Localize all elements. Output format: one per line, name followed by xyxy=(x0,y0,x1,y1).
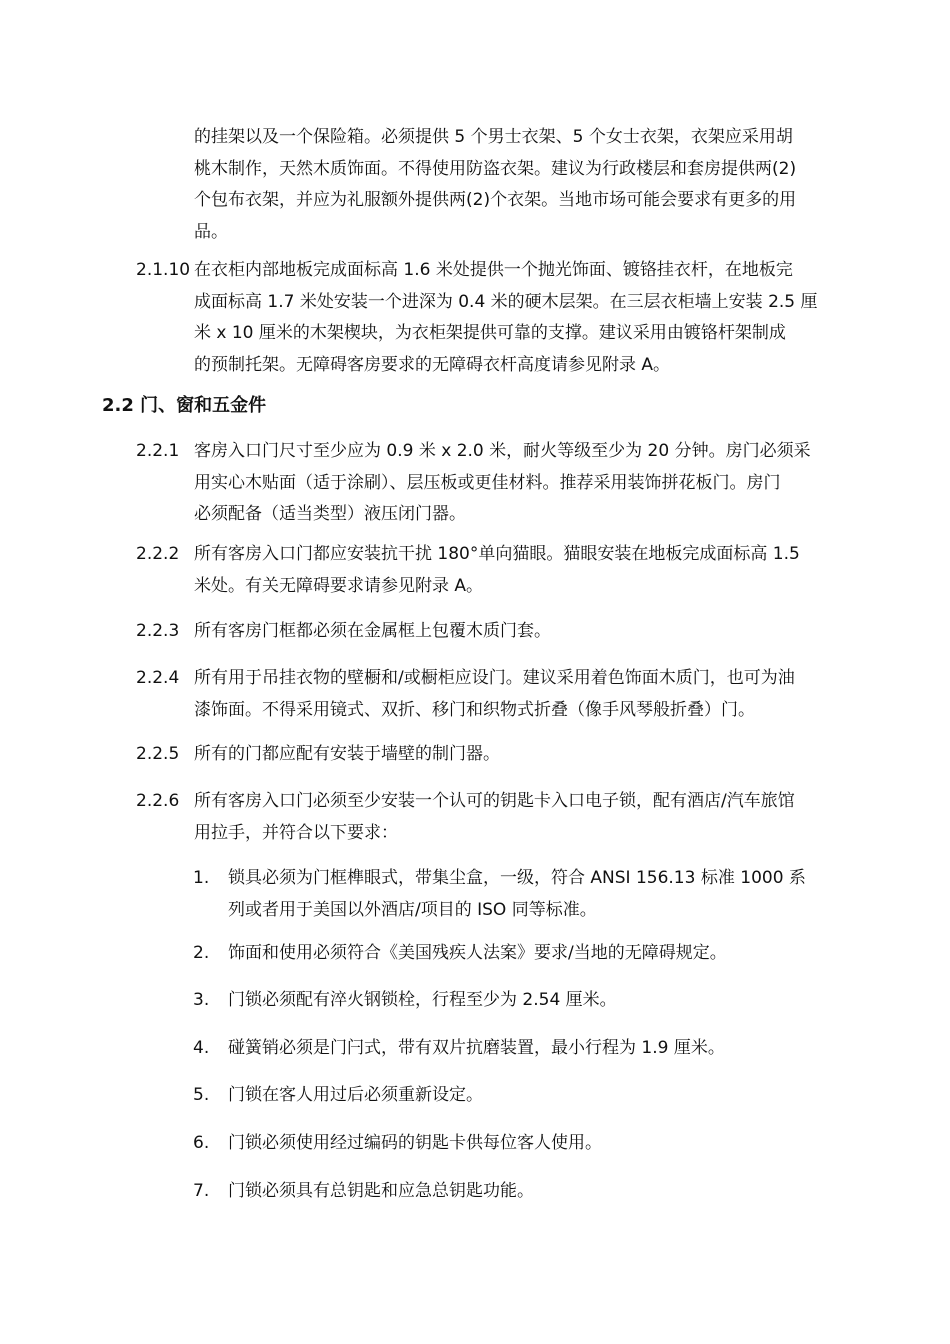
paragraph-line: 门锁必须配有淬火钢锁栓，行程至少为 2.54 厘米。 xyxy=(228,990,617,1010)
item-number-2-1-10: 2.1.10 xyxy=(136,260,191,280)
paragraph-line: 锁具必须为门框榫眼式，带集尘盒，一级，符合 ANSI 156.13 标准 1000 系 xyxy=(228,868,806,888)
sublist-item-text xyxy=(228,1128,602,1160)
paragraph-line: 所有用于吊挂衣物的壁橱和/或橱柜应设门。建议采用着色饰面木质门，也可为油 xyxy=(194,668,795,688)
item-2-2-6-text xyxy=(194,786,795,849)
paragraph-line: 饰面和使用必须符合《美国残疾人法案》要求/当地的无障碍规定。 xyxy=(228,943,727,963)
item-2-2-1-text xyxy=(194,436,811,531)
sublist-item-text xyxy=(228,985,617,1017)
paragraph-line: 米处。有关无障碍要求请参见附录 A。 xyxy=(194,575,484,596)
item-2-2-2-text xyxy=(194,539,800,602)
paragraph-line: 列或者用于美国以外酒店/项目的 ISO 同等标准。 xyxy=(228,899,597,920)
paragraph-line: 品。 xyxy=(194,221,228,242)
paragraph-line: 桃木制作，天然木质饰面。不得使用防盗衣架。建议为行政楼层和套房提供两(2) xyxy=(194,158,797,179)
intro-continuation-paragraph xyxy=(194,122,796,248)
sublist-number: 6. xyxy=(193,1133,210,1153)
sublist-number: 3. xyxy=(193,990,210,1010)
sublist-number: 5. xyxy=(193,1085,210,1105)
sublist-item-text xyxy=(228,1080,483,1112)
sublist-item-text xyxy=(228,863,806,926)
item-2-2-5-text xyxy=(194,739,500,771)
item-number-2-2-5: 2.2.5 xyxy=(136,744,180,764)
sublist-number: 7. xyxy=(193,1181,210,1201)
paragraph-line: 用拉手，并符合以下要求： xyxy=(194,822,398,843)
item-number-2-2-4: 2.2.4 xyxy=(136,668,180,688)
item-number-2-2-2: 2.2.2 xyxy=(136,544,180,564)
section-heading-2-2: 2.2 门、窗和五金件 xyxy=(102,395,267,416)
paragraph-line: 个包布衣架，并应为礼服额外提供两(2)个衣架。当地市场可能会要求有更多的用 xyxy=(194,190,797,210)
paragraph-line: 的预制托架。无障碍客房要求的无障碍衣杆高度请参见附录 A。 xyxy=(194,354,671,375)
paragraph-line: 碰簧销必须是门闩式，带有双片抗磨装置，最小行程为 1.9 厘米。 xyxy=(228,1038,725,1058)
item-number-2-2-6: 2.2.6 xyxy=(136,791,180,811)
paragraph-line: 客房入口门尺寸至少应为 0.9 米 x 2.0 米，耐火等级至少为 20 分钟。房门必须采 xyxy=(194,441,811,461)
paragraph-line: 米 x 10 厘米的木架楔块，为衣柜架提供可靠的支撑。建议采用由镀铬杆架制成 xyxy=(194,323,786,343)
paragraph-line: 所有客房门框都必须在金属框上包覆木质门套。 xyxy=(194,621,551,641)
item-number-2-2-3: 2.2.3 xyxy=(136,621,180,641)
paragraph-line: 漆饰面。不得采用镜式、双折、移门和织物式折叠（像手风琴般折叠）门。 xyxy=(194,699,755,720)
item-2-2-3-text xyxy=(194,616,551,648)
sublist-item-text xyxy=(228,938,727,970)
paragraph-line: 所有客房入口门必须至少安装一个认可的钥匙卡入口电子锁，配有酒店/汽车旅馆 xyxy=(194,791,795,811)
paragraph-line: 门锁必须使用经过编码的钥匙卡供每位客人使用。 xyxy=(228,1133,602,1153)
paragraph-line: 成面标高 1.7 米处安装一个进深为 0.4 米的硬木层架。在三层衣柜墙上安装 2.5 厘 xyxy=(194,291,818,312)
paragraph-line: 在衣柜内部地板完成面标高 1.6 米处提供一个抛光饰面、镀铬挂衣杆，在地板完 xyxy=(194,260,793,280)
item-2-2-4-text xyxy=(194,663,795,726)
sublist-item-text xyxy=(228,1033,725,1065)
paragraph-line: 所有的门都应配有安装于墙壁的制门器。 xyxy=(194,744,500,764)
paragraph-line: 用实心木贴面（适于涂刷）、层压板或更佳材料。推荐采用装饰拼花板门。房门 xyxy=(194,472,781,493)
paragraph-line: 所有客房入口门都应安装抗干扰 180°单向猫眼。猫眼安装在地板完成面标高 1.5 xyxy=(194,544,800,564)
paragraph-line: 门锁必须具有总钥匙和应急总钥匙功能。 xyxy=(228,1181,534,1201)
paragraph-line: 必须配备（适当类型）液压闭门器。 xyxy=(194,504,466,524)
paragraph-line: 的挂架以及一个保险箱。必须提供 5 个男士衣架、5 个女士衣架，衣架应采用胡 xyxy=(194,127,793,147)
sublist-item-text xyxy=(228,1176,534,1208)
sublist-number: 4. xyxy=(193,1038,210,1058)
item-number-2-2-1: 2.2.1 xyxy=(136,441,180,461)
item-2-1-10-text xyxy=(194,255,818,381)
sublist-number: 1. xyxy=(193,868,210,888)
sublist-number: 2. xyxy=(193,943,210,963)
paragraph-line: 门锁在客人用过后必须重新设定。 xyxy=(228,1085,483,1105)
